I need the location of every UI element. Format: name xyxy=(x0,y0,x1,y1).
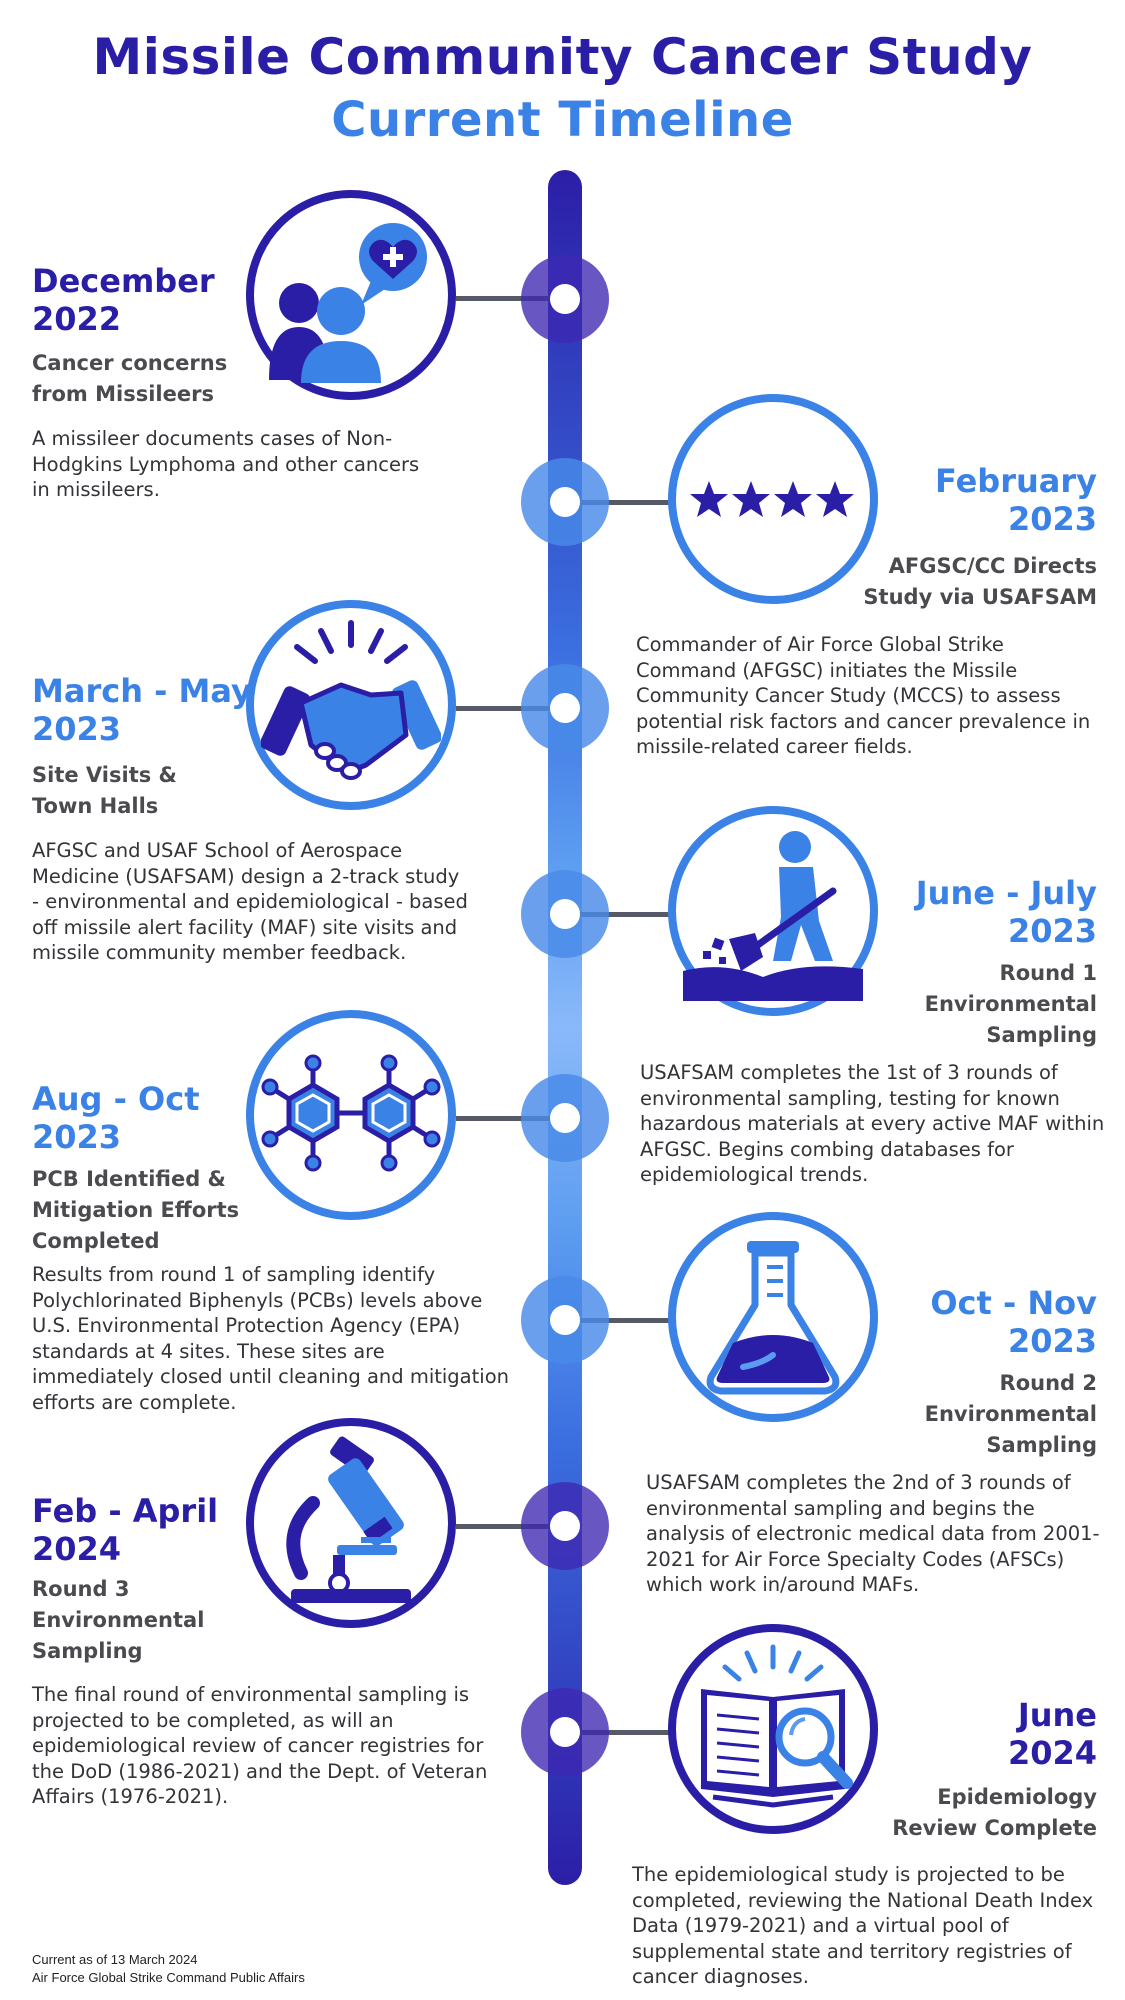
event-description-2: Commander of Air Force Global Strike Command (AFGSC) initiates the Missile Community Cancer Study (MCCS) to assess potential risk factors and cancer prevalence in missile-related career fields. xyxy=(636,633,1091,758)
footer-source: Air Force Global Strike Command Public Affairs xyxy=(32,1970,305,1985)
event-subtitle-1: Cancer concerns from Missileers xyxy=(32,351,228,406)
event-date-6: Oct - Nov 2023 xyxy=(930,1284,1097,1360)
timeline-node-1 xyxy=(521,255,609,343)
event-subtitle-3: Site Visits & Town Halls xyxy=(32,763,177,818)
event-description-5: Results from round 1 of sampling identify Polychlorinated Biphenyls (PCBs) levels above U.S. Environmental Protection Agency (EPA) standards at 4 sites. These sites are immediately closed until cleaning and mitigation efforts are complete. xyxy=(32,1263,509,1414)
main-title: Missile Community Cancer Study xyxy=(92,28,1033,86)
people-heart-speech-bubble-icon xyxy=(261,205,441,385)
book-magnifier-icon xyxy=(683,1639,863,1819)
event-subtitle-7: Round 3 Environmental Sampling xyxy=(32,1577,205,1663)
event-date-2: February 2023 xyxy=(935,462,1097,538)
footer-current-date: Current as of 13 March 2024 xyxy=(32,1952,198,1967)
biphenyl-molecule-icon xyxy=(261,1025,441,1205)
event-description-6: USAFSAM completes the 2nd of 3 rounds of environmental sampling and begins the analysis of electronic medical data from 2001-2021 for Air Force Specialty Codes (AFSCs) which work in/around MAFs. xyxy=(646,1471,1100,1596)
event-icon-5 xyxy=(246,1010,456,1220)
microscope-icon xyxy=(261,1433,441,1613)
timeline-node-7 xyxy=(521,1482,609,1570)
event-description-8: The epidemiological study is projected to be completed, reviewing the National Death Index Data (1979-2021) and a virtual pool of supplemental state and territory registries of cancer diagnoses. xyxy=(632,1863,1094,1988)
four-stars-icon xyxy=(683,409,863,589)
event-subtitle-8: Epidemiology Review Complete xyxy=(892,1785,1097,1840)
sub-title: Current Timeline xyxy=(331,92,794,148)
event-icon-8 xyxy=(668,1624,878,1834)
event-description-3: AFGSC and USAF School of Aerospace Medicine (USAFSAM) design a 2-track study - environmental and epidemiological - based off missile alert facility (MAF) site visits and missile community member feedback. xyxy=(32,839,468,964)
timeline-node-4 xyxy=(521,870,609,958)
timeline-node-8 xyxy=(521,1688,609,1776)
timeline-node-2 xyxy=(521,458,609,546)
event-description-7: The final round of environmental sampling is projected to be completed, as will an epidemiological review of cancer registries for the DoD (1986-2021) and the Dept. of Veteran Affairs (1976-2021). xyxy=(32,1683,488,1808)
event-subtitle-4: Round 1 Environmental Sampling xyxy=(924,961,1097,1047)
event-date-7: Feb - April 2024 xyxy=(32,1492,219,1568)
event-subtitle-2: AFGSC/CC Directs Study via USAFSAM xyxy=(863,554,1097,609)
event-icon-6 xyxy=(668,1212,878,1422)
event-icon-2 xyxy=(668,394,878,604)
handshake-icon xyxy=(261,615,441,795)
timeline-node-6 xyxy=(521,1276,609,1364)
event-description-4: USAFSAM completes the 1st of 3 rounds of environmental sampling, testing for known hazardous materials at every active MAF within AFGSC. Begins combing databases for epidemiological trends. xyxy=(640,1061,1105,1186)
timeline-node-3 xyxy=(521,664,609,752)
event-date-5: Aug - Oct 2023 xyxy=(32,1080,200,1156)
event-date-4: June - July 2023 xyxy=(915,874,1097,950)
person-digging-icon xyxy=(683,821,863,1001)
event-icon-4 xyxy=(668,806,878,1016)
event-date-3: March - May 2023 xyxy=(32,672,252,748)
event-icon-3 xyxy=(246,600,456,810)
timeline-spine xyxy=(548,170,582,1885)
event-date-1: December 2022 xyxy=(32,262,215,338)
event-date-8: June 2024 xyxy=(1007,1696,1097,1772)
event-subtitle-6: Round 2 Environmental Sampling xyxy=(924,1371,1097,1457)
event-icon-7 xyxy=(246,1418,456,1628)
event-icon-1 xyxy=(246,190,456,400)
lab-flask-icon xyxy=(683,1227,863,1407)
timeline-node-5 xyxy=(521,1074,609,1162)
event-description-1: A missileer documents cases of Non-Hodgkins Lymphoma and other cancers in missileers. xyxy=(32,427,420,501)
event-subtitle-5: PCB Identified & Mitigation Efforts Completed xyxy=(32,1167,240,1253)
